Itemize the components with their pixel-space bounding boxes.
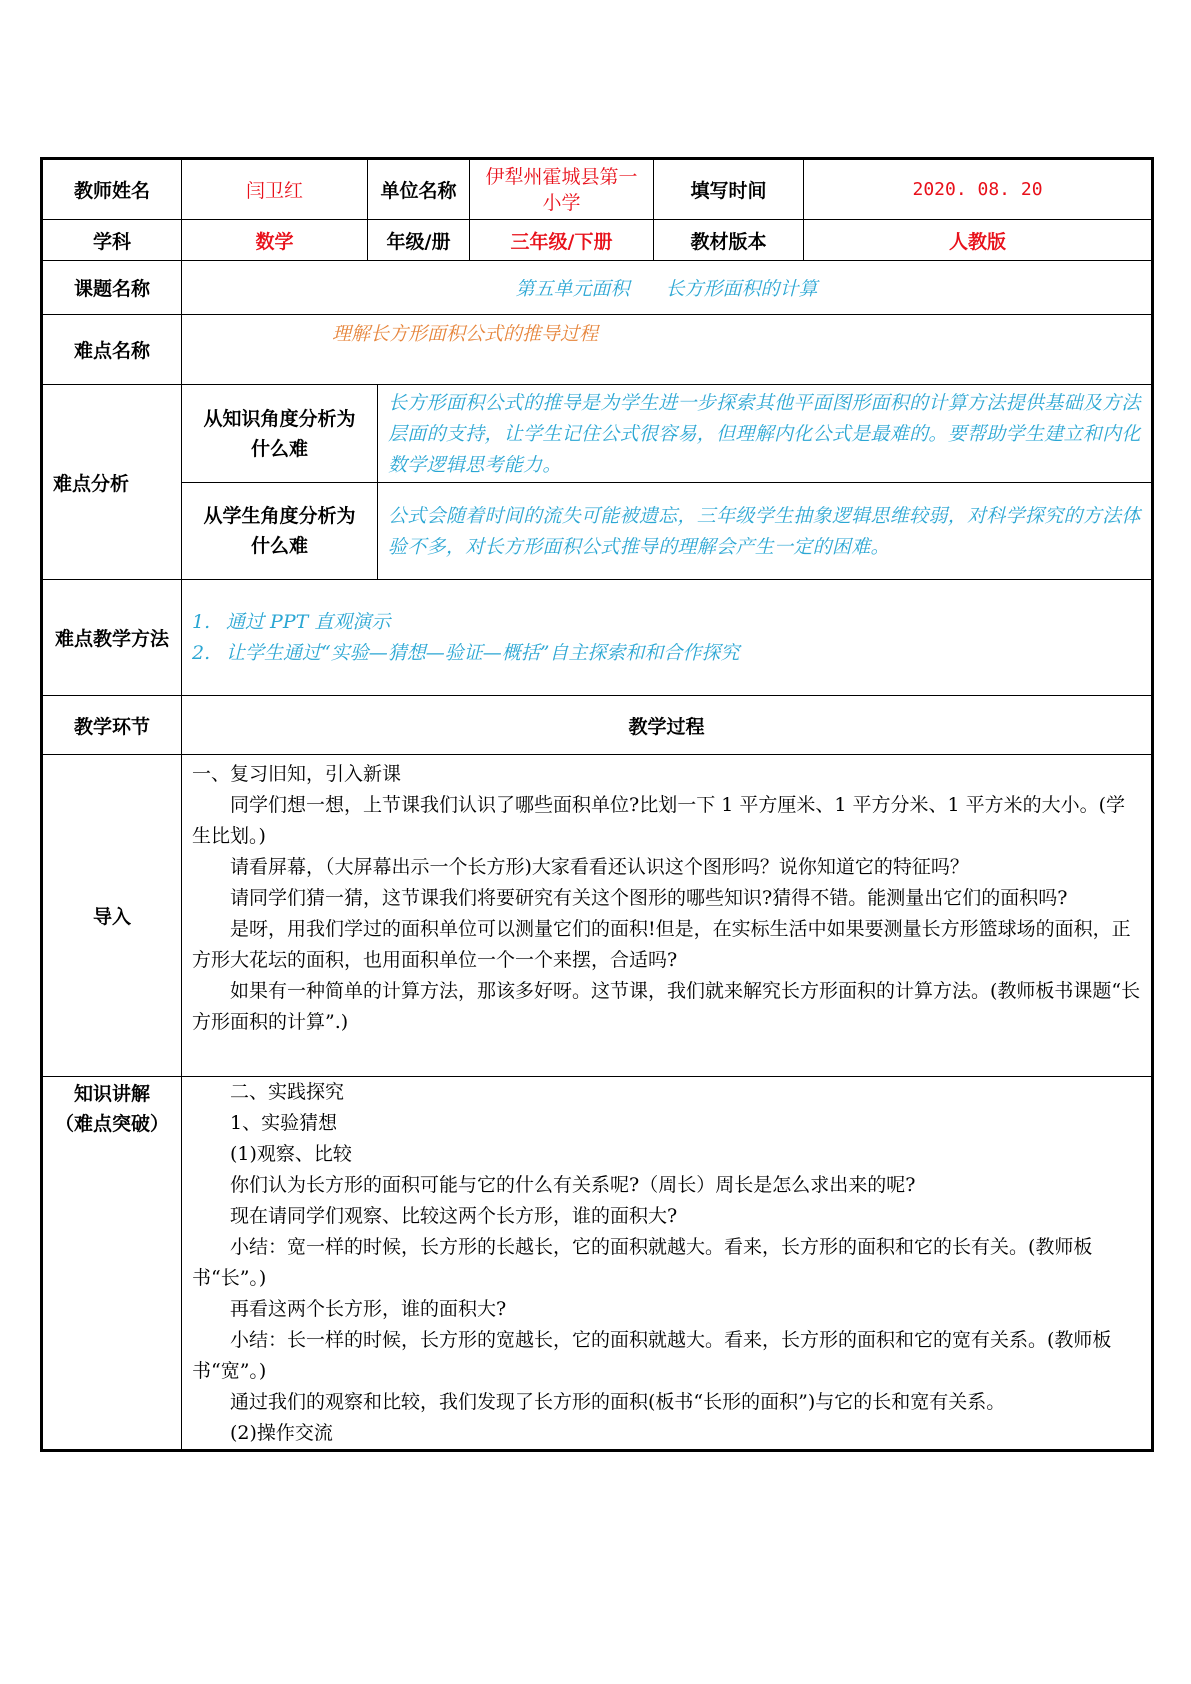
edition-label: 教材版本 (654, 220, 804, 261)
method-text: 通过 PPT 直观演示 (226, 610, 391, 633)
intro-heading: 一、复习旧知，引入新课 (192, 763, 402, 785)
explain-subheading: 1、实验猜想 (230, 1112, 338, 1134)
explain-subheading: (2)操作交流 (230, 1422, 333, 1444)
header-row-2 (42, 220, 1153, 261)
explain-paragraph: 你们认为长方形的面积可能与它的什么有关系呢?（周长）周长是怎么求出来的呢? (230, 1174, 916, 1196)
edition-value: 人教版 (804, 220, 1153, 261)
method-text: 让学生通过“实验—猜想—验证—概括”自主探索和和合作探究 (226, 641, 740, 664)
student-angle-label: 从学生角度分析为什么难 (182, 483, 378, 580)
date-value: 2020. 08. 20 (804, 159, 1153, 220)
explain-label-line1: 知识讲解 (73, 1083, 150, 1105)
process-label: 教学过程 (182, 696, 1153, 755)
explain-content (182, 1077, 1153, 1451)
lesson-plan-table (40, 157, 1154, 1452)
analysis-label: 难点分析 (42, 385, 182, 580)
intro-row (42, 755, 1153, 1077)
student-angle-text: 公式会随着时间的流失可能被遗忘，三年级学生抽象逻辑思维较弱，对科学探究的方法体验不多，对长方形面积公式推导的理解会产生一定的困难。 (378, 483, 1153, 580)
stage-label: 教学环节 (42, 696, 182, 755)
difficulty-value: 理解长方形面积公式的推导过程 (182, 315, 1153, 385)
method-number: 2. (192, 641, 211, 664)
explain-paragraph: 小结：长一样的时候，长方形的宽越长，它的面积就越大。看来，长方形的面积和它的宽有关系。(教师板书“宽”。) (192, 1329, 1112, 1382)
subject-value: 数学 (182, 220, 368, 261)
grade-value: 三年级/下册 (470, 220, 654, 261)
topic-label: 课题名称 (42, 261, 182, 315)
intro-paragraph: 如果有一种简单的计算方法，那该多好呀。这节课，我们就来解究长方形面积的计算方法。(教师板书课题“长方形面积的计算”.) (192, 980, 1141, 1033)
methods-row (42, 580, 1153, 696)
knowledge-angle-text: 长方形面积公式的推导是为学生进一步探索其他平面图形面积的计算方法提供基础及方法层面的支持，让学生记住公式很容易，但理解内化公式是最难的。要帮助学生建立和内化数学逻辑思考能力。 (378, 385, 1153, 483)
intro-paragraph: 是呀，用我们学过的面积单位可以测量它们的面积!但是，在实标生活中如果要测量长方形篮球场的面积，正方形大花坛的面积，也用面积单位一个一个来摆，合适吗? (192, 918, 1131, 971)
analysis-row-student (42, 483, 1153, 580)
method-number: 1. (192, 610, 211, 633)
explain-paragraph: 小结：宽一样的时候，长方形的长越长，它的面积就越大。看来，长方形的面积和它的长有关。(教师板书“长”。) (192, 1236, 1093, 1289)
intro-paragraph: 同学们想一想，上节课我们认识了哪些面积单位?比划一下 1 平方厘米、1 平方分米、1 平方米的大小。(学生比划。) (192, 794, 1126, 847)
methods-list (182, 580, 1153, 696)
teacher-label: 教师姓名 (42, 159, 182, 220)
intro-content (182, 755, 1153, 1077)
methods-label: 难点教学方法 (42, 580, 182, 696)
explain-subheading: (1)观察、比较 (230, 1143, 352, 1165)
explain-label-line2: （难点突破） (54, 1113, 169, 1135)
explain-heading: 二、实践探究 (230, 1081, 345, 1103)
explain-row (42, 1077, 1153, 1451)
process-header-row (42, 696, 1153, 755)
topic-unit: 第五单元面积 (515, 278, 630, 300)
method-item (192, 607, 1141, 638)
intro-paragraph: 请看屏幕，（大屏幕出示一个长方形)大家看看还认识这个图形吗？说你知道它的特征吗？ (230, 856, 969, 878)
method-item (192, 638, 1141, 669)
intro-paragraph: 请同学们猜一猜，这节课我们将要研究有关这个图形的哪些知识?猜得不错。能测量出它们的面积吗? (230, 887, 1068, 909)
header-row-1 (42, 159, 1153, 220)
analysis-row-knowledge (42, 385, 1153, 483)
explain-label (42, 1077, 182, 1451)
knowledge-angle-label: 从知识角度分析为什么难 (182, 385, 378, 483)
explain-paragraph: 现在请同学们观察、比较这两个长方形，谁的面积大? (230, 1205, 678, 1227)
explain-paragraph: 再看这两个长方形，谁的面积大? (230, 1298, 507, 1320)
difficulty-row (42, 315, 1153, 385)
topic-value (182, 261, 1153, 315)
date-label: 填写时间 (654, 159, 804, 220)
unit-label: 单位名称 (368, 159, 470, 220)
topic-lesson: 长方形面积的计算 (665, 278, 818, 300)
explain-paragraph: 通过我们的观察和比较，我们发现了长方形的面积(板书“长形的面积”)与它的长和宽有关系。 (230, 1391, 1006, 1413)
intro-label: 导入 (42, 755, 182, 1077)
teacher-value: 闫卫红 (182, 159, 368, 220)
difficulty-label: 难点名称 (42, 315, 182, 385)
subject-label: 学科 (42, 220, 182, 261)
unit-value: 伊犁州霍城县第一小学 (470, 159, 654, 220)
topic-row (42, 261, 1153, 315)
grade-label: 年级/册 (368, 220, 470, 261)
